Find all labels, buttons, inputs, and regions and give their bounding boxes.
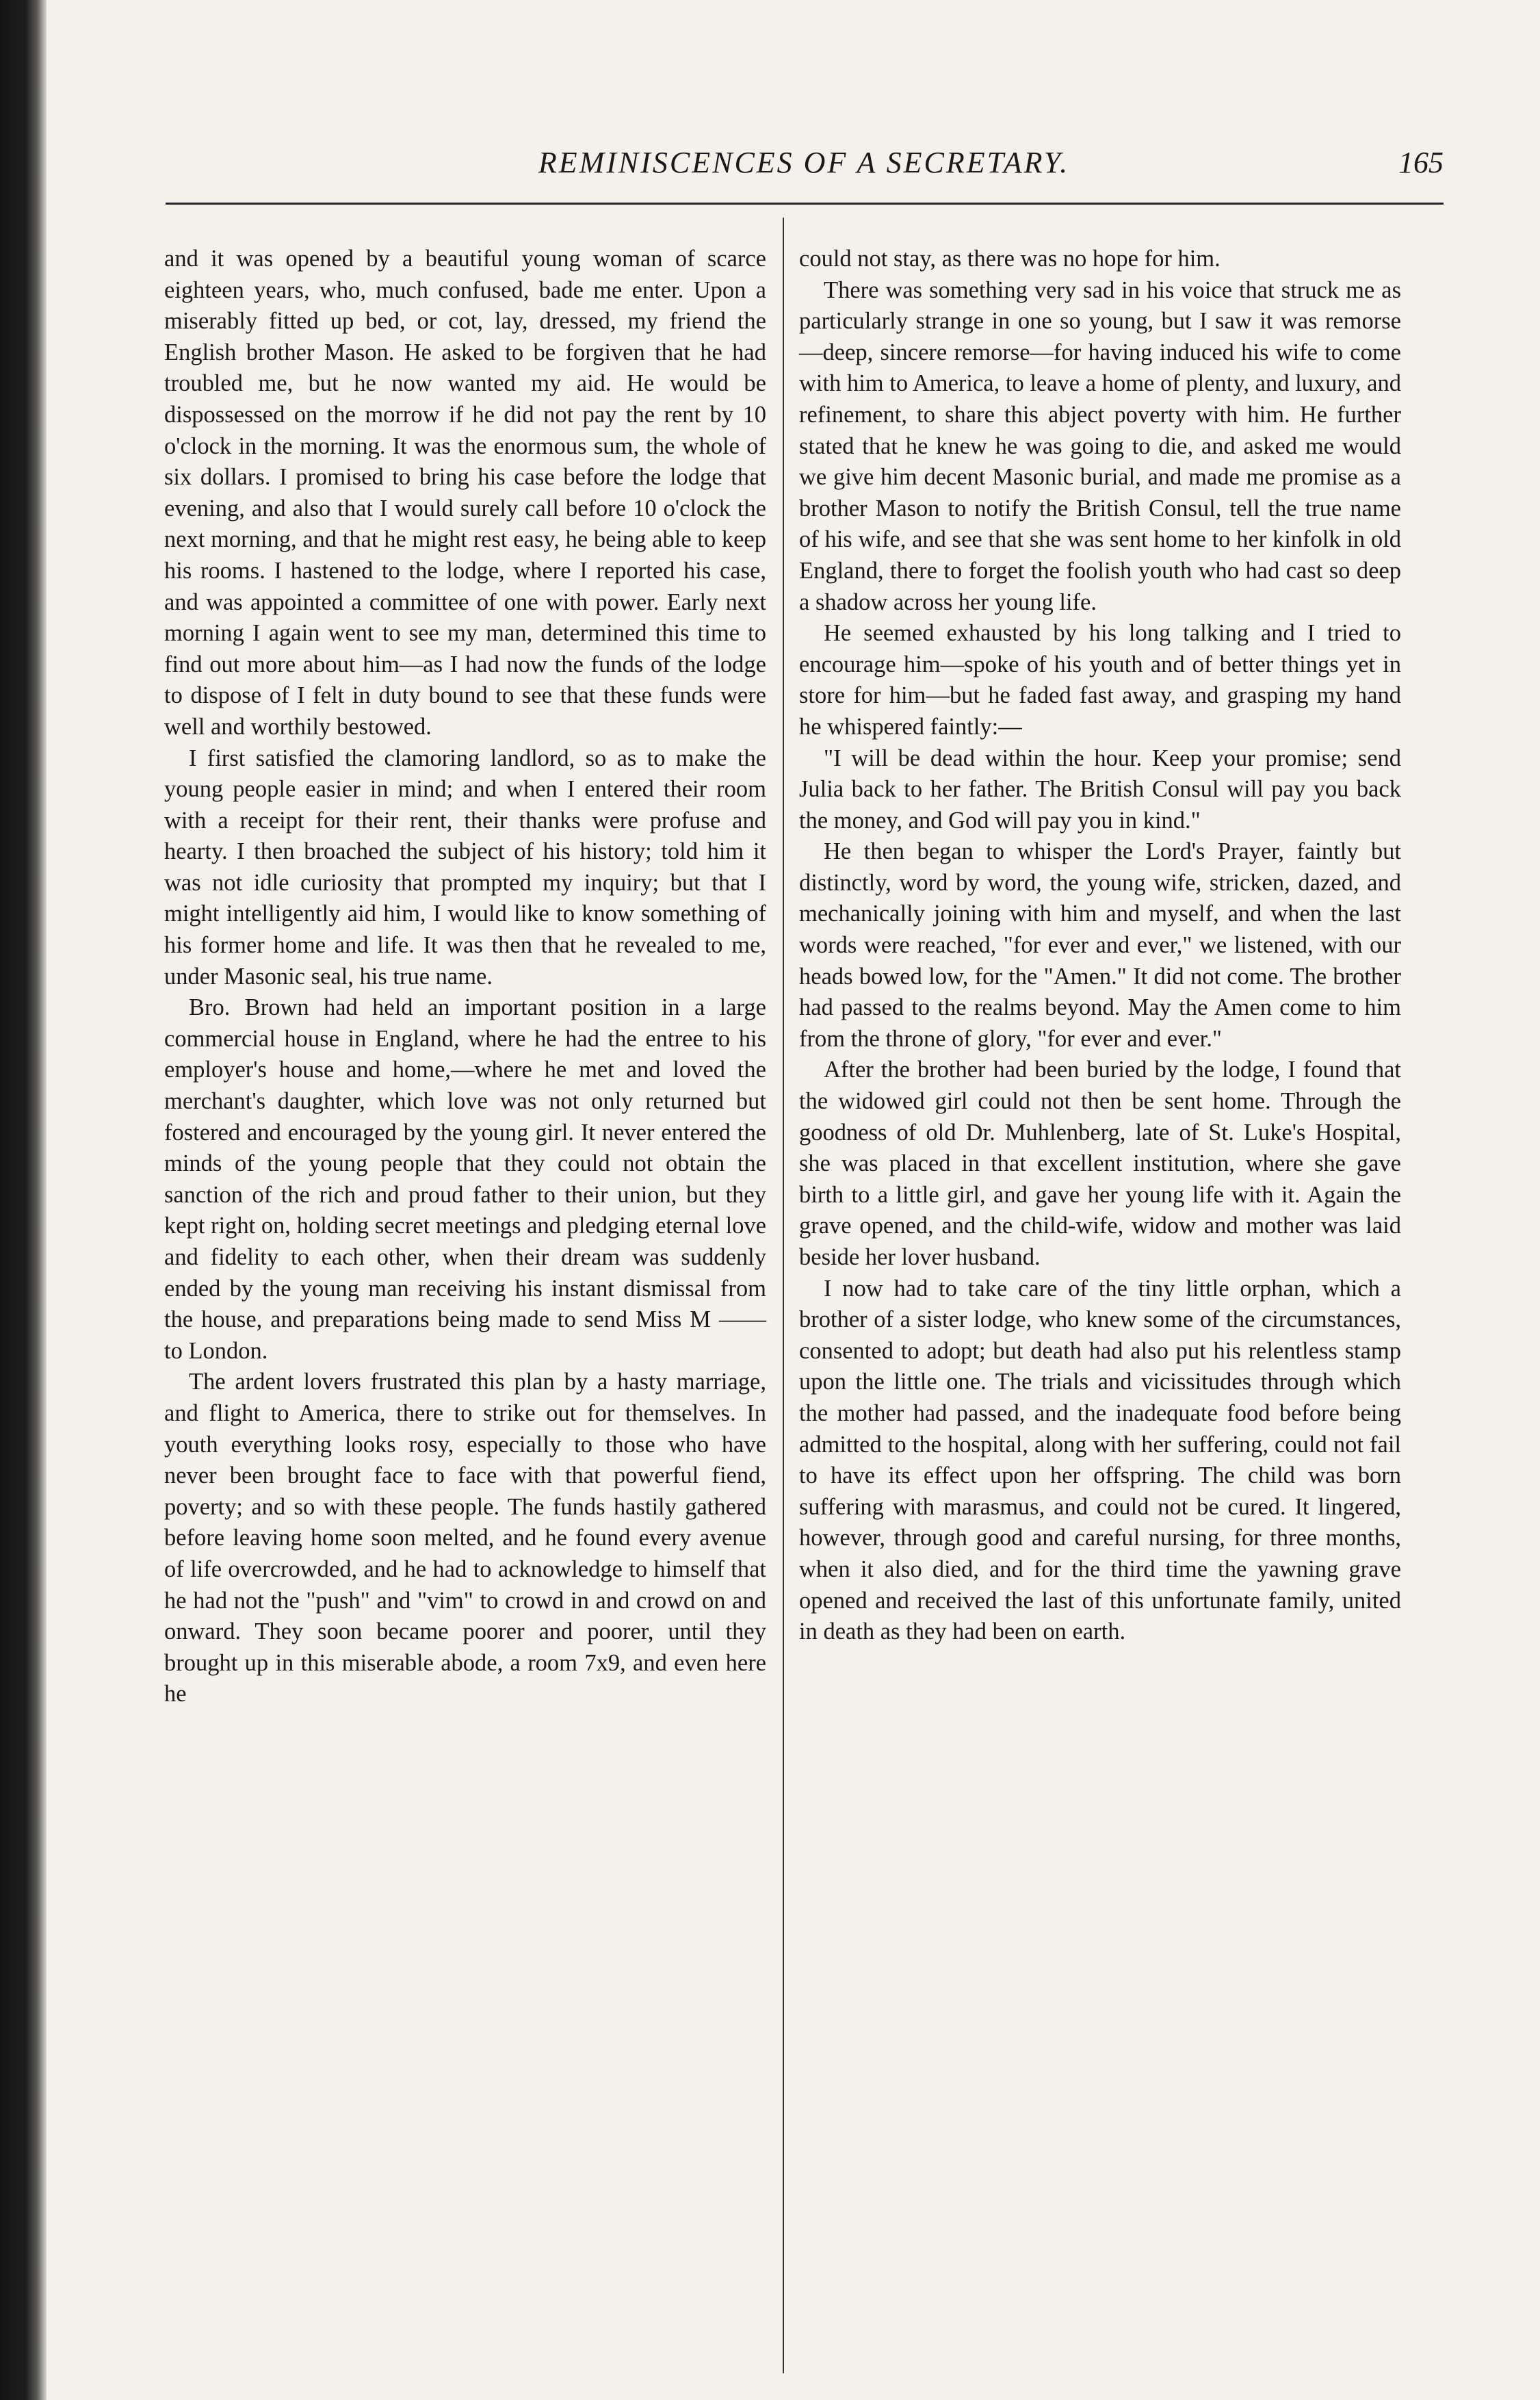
paragraph: He then began to whisper the Lord's Prayer, faintly but distinctly, word by word, the young wife, stricken, dazed, and mechanically joining with him and myself, and when the last words were reached, "for ever and ever," we listened, with our heads bowed low, for the "Amen." It did not come. The brother had passed to the realms beyond. May the Amen come to him from the throne of glory, "for ever and ever." xyxy=(799,838,1401,1052)
paragraph: Bro. Brown had held an important position in a large commercial house in England, where he had the entree to his employer's house and home,—where he met and loved the merchant's daughter, which love was not only returned but fostered and encouraged by the young girl. It never entered the minds of the young people that they could not obtain the sanction of the rich and proud father to their union, but they kept right on, holding secret meetings and pledging eternal love and fidelity to each other, when their dream was suddenly ended by the young man receiving his instant dismissal from the house, and preparations being made to send Miss M —— to London. xyxy=(164,994,766,1364)
paragraph: "I will be dead within the hour. Keep your promise; send Julia back to her father. The British Consul will pay you back the money, and God will pay you in kind." xyxy=(799,745,1401,834)
running-title: REMINISCENCES OF A SECRETARY. xyxy=(538,146,1070,179)
binding-edge xyxy=(0,0,47,2400)
paragraph: I now had to take care of the tiny little orphan, which a brother of a sister lodge, who knew some of the circumstances, consented to adopt; but death had also put his relentless stamp upon the little one. The trials and vicissitudes through which the mother had passed, and the inadequate food before being admitted to the hospital, along with her suffering, could not fail to have its effect upon her offspring. The child was born suffering with marasmus, and could not be cured. It lingered, however, through good and careful nursing, for three months, when it also died, and for the third time the yawning grave opened and received the last of this unfortunate family, united in death as they had been on earth. xyxy=(799,1275,1401,1645)
column-divider xyxy=(783,218,784,2373)
paragraph: He seemed exhausted by his long talking and I tried to encourage him—spoke of his youth and of better things yet in store for him—but he faded fast away, and grasping my hand he whispered faintly:— xyxy=(799,620,1401,740)
page-number: 165 xyxy=(1398,146,1444,179)
paragraph: The ardent lovers frustrated this plan by a hasty marriage, and flight to America, there to strike out for themselves. In youth everything looks rosy, especially to those who have never been brought face to face with that powerful fiend, poverty; and so with these people. The funds hastily gathered before leaving home soon melted, and he found every avenue of life overcrowded, and he had to acknowledge to himself that he had not the "push" and "vim" to crowd in and crowd on and onward. They soon became poorer and poorer, until they brought up in this miserable abode, a room 7x9, and even here he xyxy=(164,1369,766,1707)
right-column xyxy=(799,244,1401,1648)
paragraph: There was something very sad in his voice that struck me as particularly strange in one so young, but I saw it was remorse—deep, sincere remorse—for having induced his wife to come with him to America, to leave a home of plenty, and luxury, and refinement, to share this abject poverty with him. He further stated that he knew he was going to die, and asked me would we give him decent Masonic burial, and made me promise as a brother Mason to notify the British Consul, tell the true name of his wife, and see that she was sent home to her kinfolk in old England, there to forget the foolish youth who had cast so deep a shadow across her young life. xyxy=(799,276,1401,615)
header-rule xyxy=(166,203,1444,205)
paragraph: After the brother had been buried by the lodge, I found that the widowed girl could not then be sent home. Through the goodness of old Dr. Muhlenberg, late of St. Luke's Hospital, she was placed in that excellent institution, where she gave birth to a little girl, and gave her young life with it. Again the grave opened, and the child-wife, widow and mother was laid beside her lover husband. xyxy=(799,1057,1401,1270)
paragraph: and it was opened by a beautiful young woman of scarce eighteen years, who, much confused, bade me enter. Upon a miserably fitted up bed, or cot, lay, dressed, my friend the English brother Mason. He asked to be forgiven that he had troubled me, but he now wanted my aid. He would be dispossessed on the morrow if he did not pay the rent by 10 o'clock in the morning. It was the enormous sum, the whole of six dollars. I promised to bring his case before the lodge that evening, and also that I would surely call before 10 o'clock the next morning, and that he might rest easy, he being able to keep his rooms. I hastened to the lodge, where I reported his case, and was appointed a committee of one with power. Early next morning I again went to see my man, determined this time to find out more about him—as I had now the funds of the lodge to dispose of I felt in duty bound to see that these funds were well and worthily bestowed. xyxy=(164,246,766,740)
paragraph: could not stay, as there was no hope for him. xyxy=(799,246,1221,272)
paragraph: I first satisfied the clamoring landlord, so as to make the young people easier in mind; and when I entered their room with a receipt for their rent, their thanks were profuse and hearty. I then broached the subject of his history; told him it was not idle curiosity that prompted my inquiry; but that I might intelligently aid him, I would like to know something of his former home and life. It was then that he revealed to me, under Masonic seal, his true name. xyxy=(164,745,766,990)
left-column xyxy=(164,244,766,1710)
page-header xyxy=(164,145,1444,193)
